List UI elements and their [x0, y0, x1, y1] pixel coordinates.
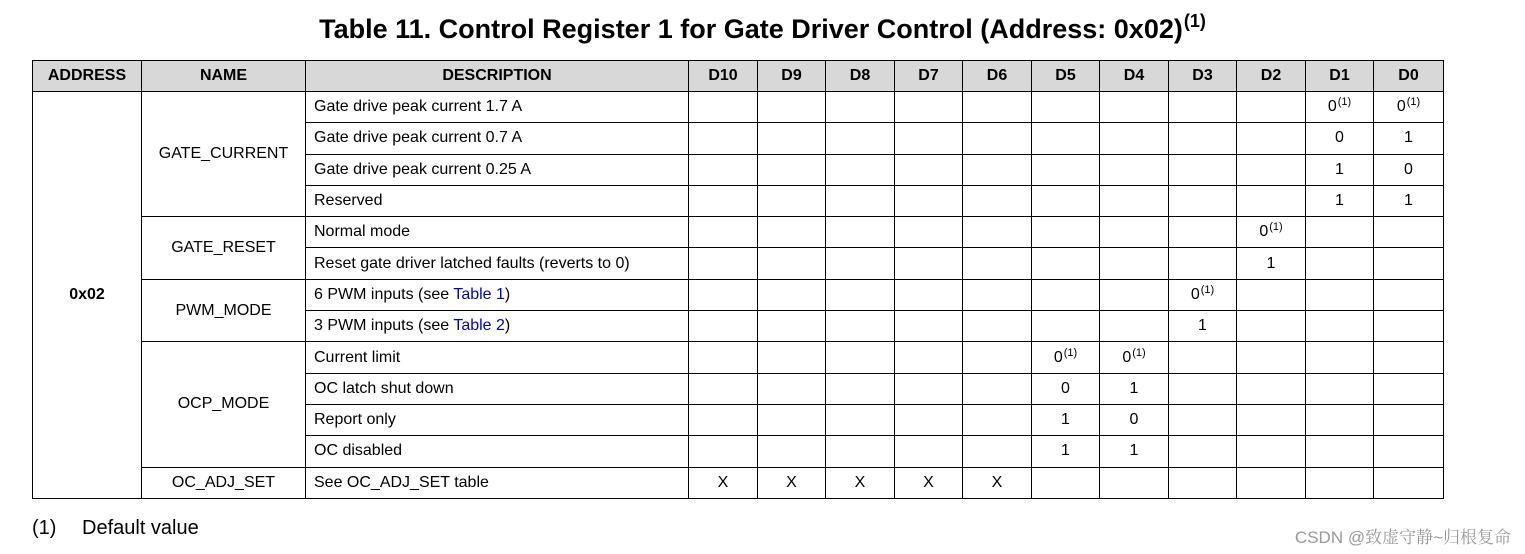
bit-value: X [923, 473, 934, 491]
bit-cell-d0 [1374, 373, 1444, 404]
bit-value: 0 [1396, 98, 1406, 116]
bit-cell-d7 [895, 279, 963, 310]
col-header-description: DESCRIPTION [306, 61, 689, 92]
bit-cell-d1 [1306, 404, 1374, 435]
bit-cell-d1 [1306, 436, 1374, 467]
description-cell [306, 123, 689, 154]
bit-value: 1 [1061, 442, 1070, 460]
bit-cell-d9 [758, 404, 826, 435]
bit-cell-d9 [758, 467, 826, 498]
table-body [33, 92, 1444, 499]
default-footnote-ref: (1) [1337, 96, 1352, 109]
bit-cell-d3 [1169, 123, 1237, 154]
bit-value: X [991, 473, 1003, 491]
table-row [33, 92, 1444, 123]
bit-cell-d4 [1100, 404, 1169, 435]
bit-cell-d2 [1237, 279, 1306, 310]
description-text: 3 PWM inputs (see [314, 317, 454, 335]
bit-cell-d0 [1374, 123, 1444, 154]
table-link[interactable]: Table 1 [453, 285, 505, 303]
bit-cell-d9 [758, 123, 826, 154]
field-name-cell: GATE_RESET [142, 217, 306, 280]
bit-cell-d4 [1100, 217, 1169, 248]
bit-cell-d9 [758, 92, 826, 123]
bit-value: X [854, 473, 866, 491]
bit-cell-d5 [1032, 373, 1100, 404]
bit-cell-d2 [1237, 217, 1306, 248]
description-text: 6 PWM inputs (see [314, 285, 454, 303]
bit-cell-d9 [758, 279, 826, 310]
col-header-name: NAME [142, 61, 306, 92]
table-title [0, 12, 1525, 49]
default-footnote-ref: (1) [1063, 346, 1078, 359]
description-text: OC latch shut down [314, 379, 454, 397]
bit-cell-d0 [1374, 404, 1444, 435]
bit-cell-d5 [1032, 92, 1100, 123]
bit-cell-d3 [1169, 436, 1237, 467]
bit-value: X [786, 473, 797, 491]
bit-value: 1 [1198, 317, 1207, 335]
bit-cell-d10 [689, 123, 758, 154]
bit-value: 1 [1404, 192, 1413, 210]
bit-cell-d7 [895, 123, 963, 154]
bit-cell-d5 [1032, 185, 1100, 216]
header-row [33, 61, 1444, 92]
bit-cell-d2 [1237, 185, 1306, 216]
bit-cell-d8 [826, 373, 895, 404]
bit-cell-d4 [1100, 185, 1169, 216]
description-cell [306, 467, 689, 498]
description-text: Reset gate driver latched faults (reverts to 0) [314, 254, 630, 272]
bit-cell-d9 [758, 185, 826, 216]
bit-cell-d7 [895, 467, 963, 498]
default-footnote-ref: (1) [1132, 346, 1146, 359]
table-link[interactable]: Table 2 [453, 317, 505, 335]
bit-value: 1 [1266, 254, 1276, 272]
bit-value: 1 [1061, 411, 1070, 429]
table-row [33, 467, 1444, 498]
description-cell [306, 92, 689, 123]
bit-cell-d8 [826, 311, 895, 342]
bit-cell-d1 [1306, 248, 1374, 279]
col-header-d2: D2 [1237, 61, 1306, 92]
col-header-d6: D6 [963, 61, 1032, 92]
bit-value: 0 [1335, 129, 1344, 147]
bit-cell-d2 [1237, 436, 1306, 467]
bit-value: 0 [1122, 348, 1132, 366]
bit-value: 0 [1061, 379, 1070, 397]
description-text: Normal mode [314, 223, 411, 241]
bit-cell-d4 [1100, 123, 1169, 154]
bit-cell-d9 [758, 248, 826, 279]
table-row [33, 279, 1444, 310]
description-text: OC disabled [314, 442, 403, 460]
bit-cell-d9 [758, 373, 826, 404]
description-cell [306, 373, 689, 404]
bit-cell-d5 [1032, 436, 1100, 467]
description-text: Current limit [314, 348, 401, 366]
bit-cell-d2 [1237, 154, 1306, 185]
bit-cell-d6 [963, 404, 1032, 435]
bit-cell-d10 [689, 311, 758, 342]
bit-value: 1 [1129, 442, 1139, 460]
col-header-d10: D10 [689, 61, 758, 92]
description-cell [306, 311, 689, 342]
bit-cell-d0 [1374, 436, 1444, 467]
bit-cell-d5 [1032, 404, 1100, 435]
table-title-text: Table 11. Control Register 1 for Gate Driver Control (Address: 0x02) [319, 14, 1183, 44]
bit-cell-d4 [1100, 436, 1169, 467]
bit-cell-d6 [963, 185, 1032, 216]
bit-cell-d3 [1169, 185, 1237, 216]
description-cell [306, 217, 689, 248]
col-header-d9: D9 [758, 61, 826, 92]
bit-cell-d0 [1374, 311, 1444, 342]
field-name-cell: GATE_CURRENT [142, 92, 306, 217]
bit-cell-d3 [1169, 342, 1237, 373]
description-cell [306, 248, 689, 279]
default-footnote-ref: (1) [1200, 283, 1215, 296]
bit-cell-d10 [689, 342, 758, 373]
description-text: Gate drive peak current 0.7 A [314, 129, 523, 147]
bit-cell-d10 [689, 154, 758, 185]
bit-cell-d8 [826, 248, 895, 279]
bit-value: 1 [1335, 160, 1344, 178]
bit-cell-d0 [1374, 185, 1444, 216]
bit-cell-d7 [895, 342, 963, 373]
bit-cell-d8 [826, 467, 895, 498]
bit-cell-d0 [1374, 279, 1444, 310]
bit-cell-d0 [1374, 467, 1444, 498]
bit-cell-d7 [895, 217, 963, 248]
col-header-d5: D5 [1032, 61, 1100, 92]
bit-cell-d5 [1032, 123, 1100, 154]
bit-cell-d10 [689, 217, 758, 248]
bit-cell-d8 [826, 123, 895, 154]
bit-cell-d10 [689, 185, 758, 216]
bit-cell-d7 [895, 185, 963, 216]
bit-value: X [717, 473, 729, 491]
bit-cell-d9 [758, 311, 826, 342]
bit-cell-d4 [1100, 248, 1169, 279]
bit-cell-d5 [1032, 311, 1100, 342]
bit-cell-d7 [895, 311, 963, 342]
bit-cell-d5 [1032, 279, 1100, 310]
address-cell: 0x02 [33, 92, 142, 499]
bit-cell-d9 [758, 342, 826, 373]
bit-cell-d1 [1306, 311, 1374, 342]
bit-cell-d7 [895, 248, 963, 279]
table-row [33, 217, 1444, 248]
bit-cell-d6 [963, 467, 1032, 498]
bit-cell-d3 [1169, 248, 1237, 279]
bit-value: 0 [1190, 285, 1200, 303]
bit-cell-d7 [895, 154, 963, 185]
bit-cell-d7 [895, 92, 963, 123]
bit-cell-d4 [1100, 342, 1169, 373]
bit-cell-d5 [1032, 342, 1100, 373]
description-cell [306, 404, 689, 435]
footnote [32, 515, 199, 541]
bit-value: 0 [1404, 160, 1413, 178]
description-cell [306, 342, 689, 373]
bit-cell-d1 [1306, 373, 1374, 404]
bit-cell-d7 [895, 373, 963, 404]
register-table [32, 60, 1444, 499]
bit-cell-d2 [1237, 342, 1306, 373]
bit-cell-d3 [1169, 404, 1237, 435]
bit-cell-d8 [826, 342, 895, 373]
bit-cell-d7 [895, 404, 963, 435]
bit-cell-d9 [758, 154, 826, 185]
bit-cell-d6 [963, 311, 1032, 342]
bit-cell-d2 [1237, 467, 1306, 498]
bit-cell-d1 [1306, 123, 1374, 154]
table-row [33, 342, 1444, 373]
bit-cell-d2 [1237, 311, 1306, 342]
description-text: Reserved [314, 192, 383, 210]
description-text-after: ) [504, 317, 511, 335]
bit-cell-d8 [826, 404, 895, 435]
bit-cell-d3 [1169, 467, 1237, 498]
bit-cell-d4 [1100, 373, 1169, 404]
bit-value: 0 [1129, 411, 1139, 429]
bit-cell-d2 [1237, 248, 1306, 279]
description-text: See OC_ADJ_SET table [314, 473, 489, 491]
bit-cell-d2 [1237, 404, 1306, 435]
description-cell [306, 279, 689, 310]
description-text-after: ) [504, 285, 511, 303]
description-cell [306, 185, 689, 216]
bit-cell-d4 [1100, 279, 1169, 310]
bit-cell-d10 [689, 92, 758, 123]
bit-cell-d8 [826, 217, 895, 248]
bit-cell-d3 [1169, 92, 1237, 123]
watermark: CSDN @致虚守静~归根复命 [1294, 528, 1511, 547]
bit-cell-d10 [689, 279, 758, 310]
bit-cell-d10 [689, 467, 758, 498]
bit-cell-d6 [963, 248, 1032, 279]
bit-cell-d0 [1374, 217, 1444, 248]
bit-cell-d7 [895, 436, 963, 467]
bit-cell-d0 [1374, 154, 1444, 185]
bit-value: 0 [1259, 223, 1269, 241]
bit-cell-d3 [1169, 373, 1237, 404]
bit-cell-d3 [1169, 311, 1237, 342]
bit-cell-d8 [826, 436, 895, 467]
bit-cell-d2 [1237, 373, 1306, 404]
bit-cell-d1 [1306, 217, 1374, 248]
col-header-d7: D7 [895, 61, 963, 92]
bit-cell-d5 [1032, 248, 1100, 279]
footnote-number: (1) [32, 517, 57, 539]
bit-cell-d4 [1100, 154, 1169, 185]
bit-cell-d6 [963, 279, 1032, 310]
col-header-d3: D3 [1169, 61, 1237, 92]
bit-cell-d1 [1306, 154, 1374, 185]
default-footnote-ref: (1) [1406, 96, 1421, 109]
bit-cell-d9 [758, 217, 826, 248]
bit-cell-d6 [963, 436, 1032, 467]
bit-cell-d3 [1169, 279, 1237, 310]
description-cell [306, 154, 689, 185]
bit-cell-d6 [963, 373, 1032, 404]
description-text: Gate drive peak current 0.25 A [314, 160, 532, 178]
bit-cell-d4 [1100, 467, 1169, 498]
bit-cell-d1 [1306, 92, 1374, 123]
bit-cell-d0 [1374, 248, 1444, 279]
field-name-cell: PWM_MODE [142, 279, 306, 342]
bit-cell-d10 [689, 373, 758, 404]
bit-cell-d3 [1169, 154, 1237, 185]
bit-cell-d9 [758, 436, 826, 467]
col-header-d0: D0 [1374, 61, 1444, 92]
bit-value: 1 [1129, 379, 1139, 397]
title-footnote-ref: (1) [1183, 11, 1206, 31]
bit-value: 0 [1053, 348, 1063, 366]
bit-cell-d10 [689, 248, 758, 279]
field-name-cell: OCP_MODE [142, 342, 306, 467]
default-footnote-ref: (1) [1269, 221, 1283, 234]
col-header-address: ADDRESS [33, 61, 142, 92]
description-text: Report only [314, 411, 396, 429]
bit-cell-d1 [1306, 342, 1374, 373]
bit-cell-d1 [1306, 279, 1374, 310]
col-header-d1: D1 [1306, 61, 1374, 92]
field-name-cell: OC_ADJ_SET [142, 467, 306, 498]
bit-value: 0 [1327, 98, 1337, 116]
description-cell [306, 436, 689, 467]
bit-value: 1 [1404, 129, 1413, 147]
bit-cell-d8 [826, 279, 895, 310]
bit-cell-d4 [1100, 92, 1169, 123]
bit-cell-d2 [1237, 92, 1306, 123]
bit-cell-d0 [1374, 92, 1444, 123]
bit-cell-d6 [963, 92, 1032, 123]
bit-cell-d5 [1032, 217, 1100, 248]
description-text: Gate drive peak current 1.7 A [314, 98, 523, 116]
bit-cell-d10 [689, 436, 758, 467]
bit-cell-d6 [963, 154, 1032, 185]
bit-cell-d6 [963, 342, 1032, 373]
bit-cell-d5 [1032, 467, 1100, 498]
bit-cell-d8 [826, 154, 895, 185]
bit-cell-d10 [689, 404, 758, 435]
bit-cell-d3 [1169, 217, 1237, 248]
bit-cell-d6 [963, 217, 1032, 248]
bit-cell-d2 [1237, 123, 1306, 154]
bit-value: 1 [1335, 192, 1344, 210]
footnote-text: Default value [82, 517, 199, 539]
col-header-d4: D4 [1100, 61, 1169, 92]
bit-cell-d0 [1374, 342, 1444, 373]
bit-cell-d6 [963, 123, 1032, 154]
bit-cell-d1 [1306, 467, 1374, 498]
bit-cell-d1 [1306, 185, 1374, 216]
bit-cell-d4 [1100, 311, 1169, 342]
bit-cell-d5 [1032, 154, 1100, 185]
col-header-d8: D8 [826, 61, 895, 92]
bit-cell-d8 [826, 185, 895, 216]
bit-cell-d8 [826, 92, 895, 123]
